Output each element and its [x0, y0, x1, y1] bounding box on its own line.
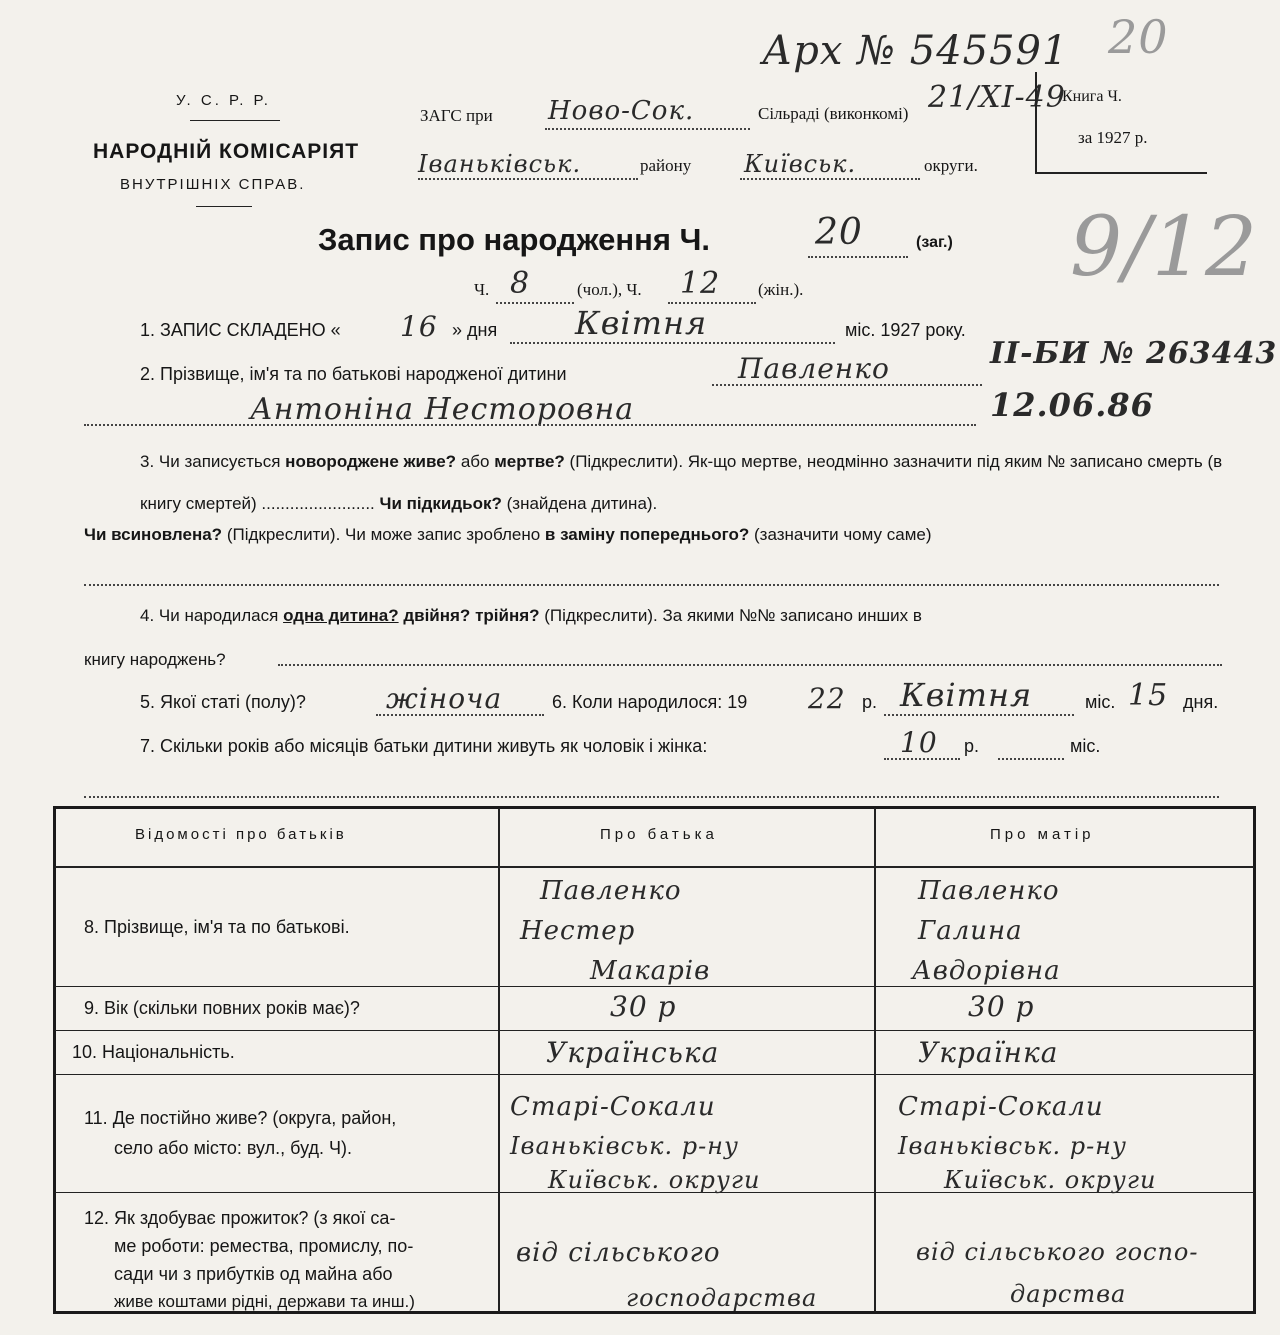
row8-label: 8. Прізвище, ім'я та по батькові. [84, 917, 350, 937]
item7-label: 7. Скільки років або місяців батьки дитини живуть як чоловік і жінка: [140, 736, 708, 756]
item6-month: Квітня [900, 676, 1033, 714]
commissariat-title: НАРОДНІЙ КОМІСАРІЯТ [93, 140, 360, 163]
zags-label: ЗАГС при [420, 106, 493, 125]
row11-father-okrug: Київськ. округи [548, 1166, 761, 1194]
item2-stamp: II-БИ № 263443 [990, 336, 1278, 371]
row12-father-2: господарства [626, 1284, 818, 1312]
row12-label-c: сади чи з прибутків од майна або [114, 1264, 393, 1284]
row12-label-d: живе коштами рідні, держави та инш.) [114, 1292, 415, 1311]
item6-day: 15 [1128, 678, 1169, 713]
col-header-father: Про батька [600, 826, 718, 843]
male-number: 8 [510, 266, 531, 301]
corner-number: 20 [1108, 10, 1169, 64]
item2-surname: Павленко [738, 352, 890, 385]
item2-stamp-date: 12.06.86 [990, 386, 1154, 424]
corner-big-number: 9/12 [1070, 200, 1259, 295]
row12-label-b: ме роботи: ремества, промислу, по- [114, 1236, 414, 1256]
row8-mother-surname: Павленко [918, 876, 1060, 906]
item3-dead: мертве? [494, 452, 565, 471]
row10-mother: Українка [918, 1036, 1059, 1069]
item6-dnia: дня. [1183, 692, 1219, 712]
item2-name: Антоніна Несторовна [250, 392, 635, 427]
record-title: Запис про народження Ч. [318, 222, 710, 257]
item6-year: 22 [808, 682, 846, 715]
item4-triple: трійня? [475, 606, 540, 625]
record-number: 20 [815, 212, 863, 253]
item1-year: міс. 1927 року. [845, 320, 966, 340]
row12-label-a: 12. Як здобуває прожиток? (з якої са- [84, 1208, 396, 1228]
item1-dnia: » дня [452, 320, 498, 340]
book-year: за 1927 р. [1078, 128, 1148, 147]
row11-label-b: село або місто: вул., буд. Ч). [114, 1138, 352, 1158]
row11-label-a: 11. Де постійно живе? (округа, район, [84, 1108, 397, 1128]
row11-mother-rayon: Іваньківськ. р-ну [898, 1132, 1127, 1160]
row8-father-patronymic: Макарів [590, 956, 711, 986]
item5-label: 5. Якої статі (полу)? [140, 692, 306, 712]
item4-line2: книгу народжень? [84, 650, 226, 669]
ch-label: Ч. [474, 280, 490, 299]
rayonu-label: району [640, 156, 692, 175]
row8-father-surname: Павленко [540, 876, 682, 906]
row11-mother-village: Старі-Сокали [898, 1092, 1104, 1122]
zag-label: (заг.) [916, 234, 953, 251]
item3-replace: в заміну попереднього? [544, 525, 750, 544]
row9-label: 9. Вік (скільки повних років має)? [84, 998, 360, 1018]
item4-one: одна дитина? [283, 606, 399, 625]
book-label: Книга Ч. [1062, 88, 1122, 105]
row10-father: Українська [546, 1036, 720, 1069]
row11-mother-okrug: Київськ. округи [944, 1166, 1157, 1194]
item7-years: 10 [900, 726, 938, 759]
row11-father-village: Старі-Сокали [510, 1092, 716, 1122]
item3-text: 3. Чи записується новороджене живе? або мертве? (Підкреслити). Як-що мертве, неодмінно зазначити під яким № записано смерть (в книгу смертей) ........................ Чи підкидьок? (знайдена дитина). [140, 452, 1223, 513]
item4-line1: 4. Чи народилася одна дитина? двійня? трійня? (Підкреслити). За якими №№ записано инших в [140, 606, 922, 625]
row8-father-name: Нестер [520, 916, 636, 946]
row8-mother-patronymic: Авдорівна [912, 956, 1061, 986]
row9-father: 30 р [610, 990, 677, 1023]
okrugy-label: округи. [924, 156, 978, 175]
item6-mis: міс. [1085, 692, 1116, 712]
item6-r: р. [862, 692, 878, 712]
zags-handwritten: Ново-Сок. [548, 96, 695, 126]
row12-father-1: від сільського [516, 1238, 721, 1268]
item1-month: Квітня [575, 304, 708, 342]
row8-mother-name: Галина [918, 916, 1023, 946]
row12-mother-1: від сільського госпо- [916, 1238, 1199, 1266]
item3-alive: новороджене живе? [285, 452, 457, 471]
ussr-label: У. С. Р. Р. [176, 92, 271, 109]
item7-r: р. [964, 736, 980, 756]
archive-note: Арх № 545591 [762, 28, 1069, 74]
item3-line3: Чи всиновлена? (Підкреслити). Чи може запис зроблено в заміну попереднього? (зазначити чому саме) [84, 525, 932, 544]
female-number: 12 [680, 266, 721, 301]
item3-found: Чи підкидьок? [379, 494, 502, 513]
col-header-mother: Про матір [990, 826, 1095, 843]
item7-mis: міс. [1070, 736, 1101, 756]
row9-mother: 30 р [968, 990, 1035, 1023]
rayon-handwritten: Іваньківськ. [418, 150, 582, 178]
item6-label: 6. Коли народилося: 19 [552, 692, 748, 712]
item1-label: 1. ЗАПИС СКЛАДЕНО « [140, 320, 341, 340]
archive-date: 21/XI-49 [928, 80, 1066, 115]
item2-label: 2. Прізвище, ім'я та по батькові народженої дитини [140, 364, 567, 384]
female-label: (жін.). [758, 280, 804, 299]
row10-label: 10. Національність. [72, 1042, 235, 1062]
row11-father-rayon: Іваньківськ. р-ну [510, 1132, 739, 1160]
male-label: (чол.), Ч. [577, 280, 642, 299]
col-header-info: Відомості про батьків [135, 826, 347, 843]
item5-sex: жіноча [386, 682, 503, 715]
okrug-handwritten: Київськ. [744, 150, 857, 178]
silradi-label: Сільраді (виконкомі) [758, 104, 909, 123]
item1-day: 16 [400, 310, 438, 343]
row12-mother-2: дарства [1010, 1280, 1127, 1308]
internal-affairs-label: ВНУТРІШНІХ СПРАВ. [120, 176, 306, 193]
item4-twin: двійня? [403, 606, 471, 625]
item3-adopt: Чи всиновлена? [84, 525, 223, 544]
